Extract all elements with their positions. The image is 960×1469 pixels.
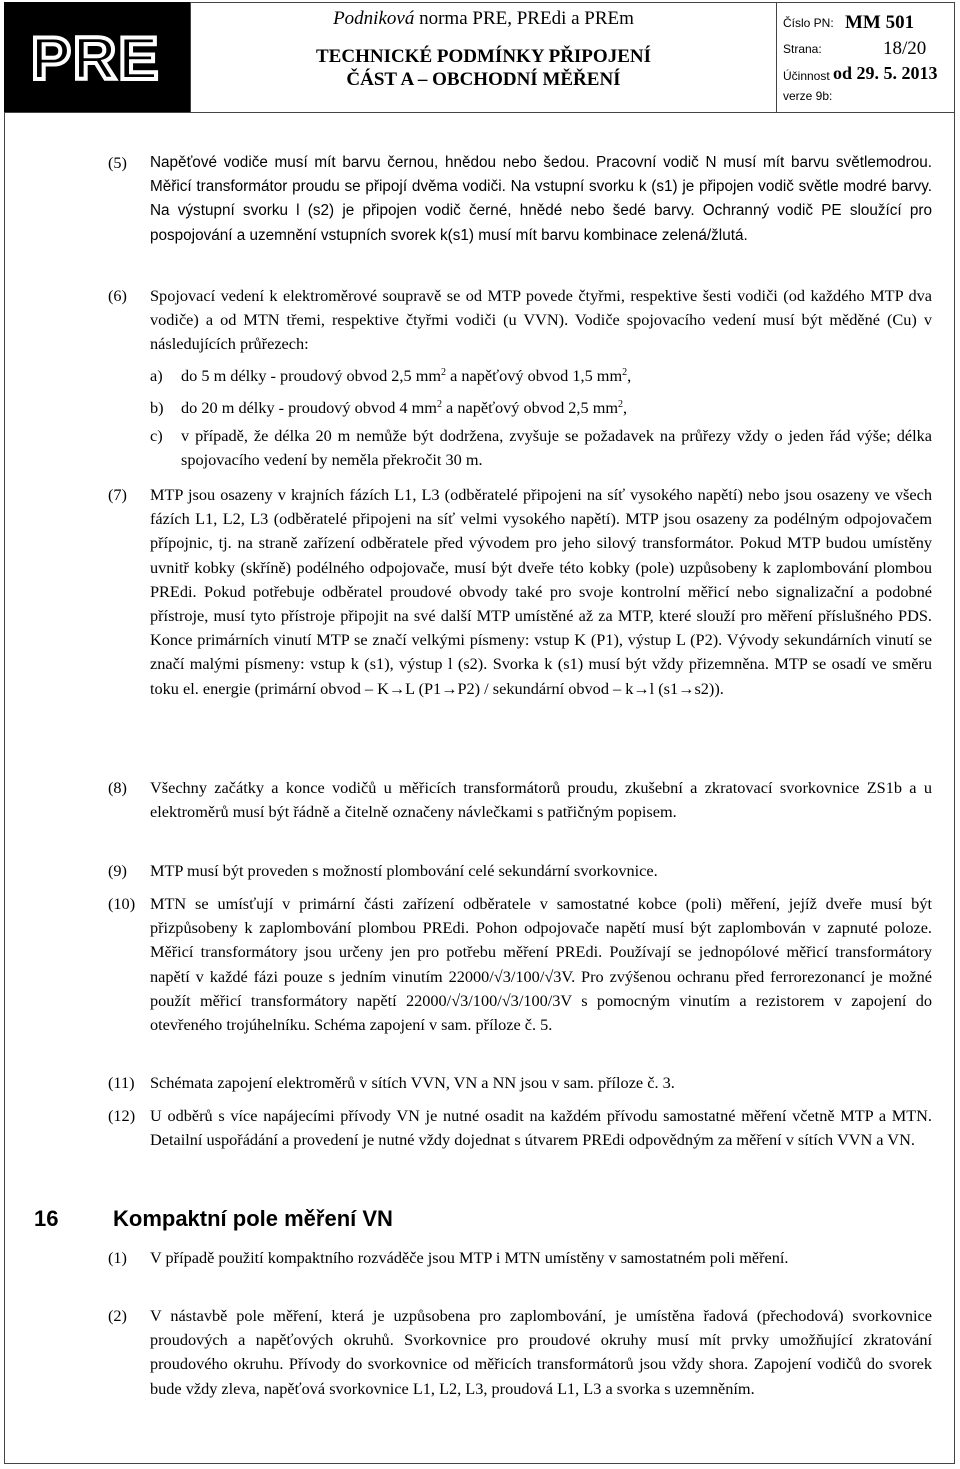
pre-logo [31,25,171,89]
paragraph-number: (11) [108,1073,135,1092]
norm-title [191,8,776,30]
section16-paragraph-1 [108,1246,932,1270]
paragraph-number: (10) [108,894,136,913]
paragraph-10 [108,892,932,1037]
paragraph-text: Všechny začátky a konce vodičů u měřicích transformátorů proudu, zkušební a zkratovací svorkovnice ZS1b a u elektroměrů musí být řádně a čitelně označeny návlečkami s patřičným popisem. [150,778,932,822]
paragraph-number: (6) [108,286,127,305]
paragraph-number: (12) [108,1106,136,1125]
doc-number: MM 501 [845,12,915,33]
superscript: 2 [436,399,442,410]
svg-text:PRE: PRE [31,25,161,89]
list-text [181,396,932,420]
document-subtitle: ČÁST A – OBCHODNÍ MĚŘENÍ [346,69,621,90]
effective-date: od 29. 5. 2013 [833,63,938,83]
list-item-b [150,396,932,420]
paragraph-number: (1) [108,1248,127,1267]
list-letter: a) [150,366,163,385]
list-text [181,364,932,388]
paragraph-6 [108,284,932,357]
list-text-part: , [627,366,632,385]
paragraph-9 [108,859,932,883]
page-row [783,38,949,62]
list-text-part: , [623,398,628,417]
version-label: verze 9b: [783,89,833,103]
paragraph-text-b: Ochranný vodič PE sloužící pro pospojování a uzemnění vstupních svorek k(s1) musí mít barvu kombinace zelená/žlutá. [150,202,932,244]
list-text-part: a napěťový obvod 2,5 mm [441,398,619,417]
paragraph-number: (2) [108,1306,127,1325]
effective-label: Účinnost [783,69,830,83]
paragraph-text: Schémata zapojení elektroměrů v sítích VVN, VN a NN jsou v sam. příloze č. 3. [150,1073,675,1092]
document-title: TECHNICKÉ PODMÍNKY PŘIPOJENÍ [316,46,651,67]
paragraph-text: V případě použití kompaktního rozváděče jsou MTP i MTN umístěny v samostatném poli měření. [150,1248,789,1267]
header-meta-cell [777,2,955,112]
norm-title-italic: Podniková [333,8,415,29]
paragraph-8 [108,776,932,824]
list-item-a [150,364,932,388]
paragraph-number: (8) [108,778,127,797]
paragraph-text: MTP jsou osazeny v krajních fázích L1, L3 (odběratelé připojeni na síť vysokého napětí) nebo jsou osazeny ve všech fázích L1, L2, L3 (odběratelé připojeni na síť velmi vysokého napětí). MTP jsou osazeny za podélným odpojovačem přípojnic, tj. na straně zařízení odběratele před vývodem pro jeho silový transformátor. Pokud MTP budou umístěny uvnitř kobky (skříně) podélného odpojovače, musí být dveře této kobky (pole) uzpůsobeny k zaplombování plombou PREdi. Pokud potřebuje odběratel proudové obvody také pro svoje kontrolní měřicí nebo signalizační a podobné přístroje, musí tyto přístroje připojit na své další MTP umístěné až za MTP, které slouží pro měření příslušného PDS. Konce primárních vinutí MTP se značí velkými písmeny: vstup K (P1), výstup L (P2). Vývody sekundárních vinutí se značí malými písmeny: vstup k (s1), výstup l (s2). Svorka k (s1) musí být vždy přizemněna. MTP se osadí ve směru toku el. energie (primární obvod – K→L (P1→P2) / sekundární obvod – k→l (s1→s2)). [150,485,932,698]
doc-number-row [783,12,949,36]
logo-cell [4,2,191,112]
paragraph-text: V nástavbě pole měření, která je uzpůsobena pro zaplombování, je umístěna řadová (přechodová) svorkovnice proudových a napěťových okruhů. Svorkovnice pro proudové okruhy musí mít prvky umožňující zkratování proudového okruhu. Přívody do svorkovnice od měřicích transformátorů jsou vždy shora. Zapojení vodičů do svorek bude vždy zleva, napěťová svorkovnice L1, L2, L3, proudová L1, L3 a svorka s uzemněním. [150,1306,932,1398]
list-letter: c) [150,426,163,445]
page-number: 18/20 [883,38,927,59]
list-text-part: a napěťový obvod 1,5 mm [446,366,623,385]
paragraph-text: MTN se umísťují v primární části zařízení odběratele v samostatné kobce (poli) měření, jejíž dveře musí být přizpůsobeny k zaplombování plombou PREdi. Pohon odpojovače napětí musí být zaplombován v zapnuté poloze. Měřicí transformátory jsou určeny jen pro potřebu měření PREdi. Používají se jednopólové měřicí transformátory napětí v každé fázi pouze s jedním vinutím 22000/√3/100/√3V. Pro zvýšenou ochranu před ferrorezonancí je možné použít měřicí transformátory napětí 22000/√3/100/√3/100/3V s pomocným vinutím a rezistorem v zapojení do otevřeného trojúhelníku. Schéma zapojení v sam. příloze č. 5. [150,894,932,1035]
list-item-c [150,424,932,472]
section-heading [0,1206,960,1236]
section-title: Kompaktní pole měření VN [113,1206,393,1231]
list-text-part: do 5 m délky - proudový obvod 2,5 mm [181,366,442,385]
paragraph-number: (5) [108,153,127,172]
paragraph-11 [108,1071,932,1095]
paragraph-text: Spojovací vedení k elektroměrové soupravě se od MTP povede čtyřmi, respektive šesti vodiči (od každého MTP dva vodiče) a od MTN třemi, respektive čtyřmi vodiči (u VVN). Vodiče spojovacího vedení musí být měděné (Cu) v následujících průřezech: [150,286,932,354]
superscript: 2 [622,367,628,378]
section-number: 16 [34,1206,59,1231]
document-header [4,2,955,113]
superscript: 2 [441,367,447,378]
paragraph-7 [108,483,932,701]
section16-paragraph-2 [108,1304,932,1401]
paragraph-text: U odběrů s více napájecími přívody VN je nutné osadit na každém přívodu samostatné měření včetně MTP a MTN. Detailní uspořádání a provedení je nutné vždy dojednat s útvarem PREdi odpovědným za měření v sítích VVN a VN. [150,1106,932,1150]
version-row [783,87,949,107]
list-text: v případě, že délka 20 m nemůže být dodržena, zvyšuje se požadavek na průřezy vždy o jeden řád výše; délka spojovacího vedení by neměla překročit 30 m. [181,426,932,470]
doc-number-label: Číslo PN: [783,16,834,30]
header-title-cell [191,2,777,112]
superscript: 2 [618,399,624,410]
page-label: Strana: [783,42,822,56]
paragraph-text [150,151,932,248]
norm-title-rest: norma PRE, PREdi a PREm [419,8,634,29]
paragraph-12 [108,1104,932,1152]
list-text-part: do 20 m délky - proudový obvod 4 mm [181,398,437,417]
paragraph-text: MTP musí být proveden s možností plombování celé sekundární svorkovnice. [150,861,658,880]
paragraph-text-a: Napěťové vodiče musí mít barvu černou, hnědou nebo šedou. Pracovní vodič N musí mít barvu světlemodrou. Měřicí transformátor proudu se připojí dvěma vodiči. Na vstupní svorku k (s1) je připojen vodič světle modré barvy. Na výstupní svorku l (s2) je připojen vodič černé, hnědé nebo šedé barvy. [150,154,932,220]
list-letter: b) [150,398,164,417]
paragraph-5 [108,151,932,248]
paragraph-number: (7) [108,485,127,504]
paragraph-number: (9) [108,861,127,880]
effective-row [783,63,949,87]
